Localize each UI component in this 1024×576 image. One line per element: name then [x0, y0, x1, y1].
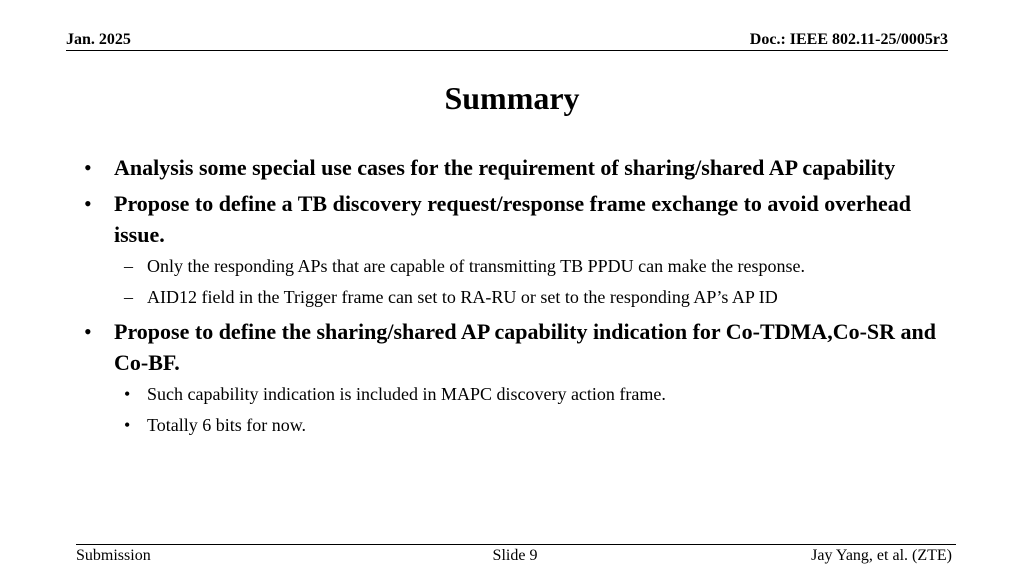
bullet-marker: • [84, 191, 92, 216]
sub-bullet-item [84, 254, 964, 278]
bullet-item [84, 152, 964, 183]
header-date: Jan. 2025 [66, 31, 131, 48]
dot-marker: • [124, 415, 131, 435]
dash-marker: – [124, 287, 133, 307]
sub-bullet-text: Such capability indication is included in MAPC discovery action frame. [147, 384, 666, 404]
sub-bullet-item [84, 285, 964, 309]
header-divider [66, 50, 948, 51]
bullet-item [84, 188, 964, 250]
sub-bullet-text: Totally 6 bits for now. [147, 415, 307, 435]
sub-bullet-item [84, 413, 964, 437]
header-doc-id: Doc.: IEEE 802.11-25/0005r3 [749, 31, 948, 48]
bullet-text: Propose to define the sharing/shared AP capability indication for Co-TDMA,Co-SR and Co-BF. [114, 319, 937, 375]
sub-bullet-item [84, 382, 964, 406]
bullet-marker: • [84, 319, 92, 344]
bullet-text: Analysis some special use cases for the requirement of sharing/shared AP capability [114, 155, 896, 180]
dot-marker: • [124, 384, 131, 404]
sub-bullet-text: AID12 field in the Trigger frame can set to RA-RU or set to the responding AP’s AP ID [147, 287, 778, 307]
footer-submission: Submission [76, 547, 151, 564]
bullet-item [84, 316, 964, 378]
bullet-text: Propose to define a TB discovery request/response frame exchange to avoid overhead issue. [114, 191, 912, 247]
sub-bullet-list [84, 254, 964, 309]
bullet-marker: • [84, 155, 92, 180]
slide-title: Summary [444, 80, 580, 116]
footer-slide-number: Slide 9 [492, 547, 538, 564]
sub-bullet-text: Only the responding APs that are capable of transmitting TB PPDU can make the response. [147, 256, 806, 276]
footer-authors: Jay Yang, et al. (ZTE) [811, 547, 952, 564]
dash-marker: – [124, 256, 133, 276]
bullet-list [84, 152, 964, 444]
sub-bullet-list [84, 382, 964, 437]
footer-divider [76, 544, 956, 545]
